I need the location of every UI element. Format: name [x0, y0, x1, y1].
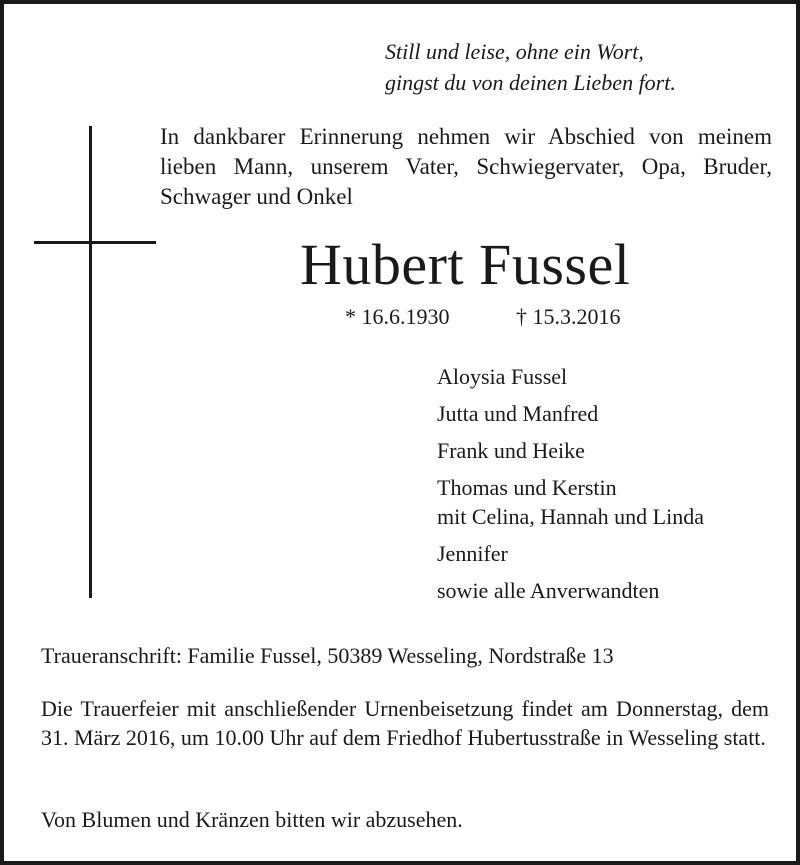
ceremony-text: Die Trauerfeier mit anschließender Urnenbeisetzung findet am Donnerstag, dem 31. März 2016, um 10.00 Uhr auf dem Friedhof Hubertusstraße in Wesseling statt. — [41, 696, 769, 750]
mourner-item — [437, 362, 704, 391]
birth-date: * 16.6.1930 — [345, 304, 450, 329]
flowers-note: Von Blumen und Kränzen bitten wir abzusehen. — [41, 807, 463, 832]
intro-text: In dankbarer Erinnerung nehmen wir Abschied von meinem lieben Mann, unserem Vater, Schwiegervater, Opa, Bruder, Schwager und Onkel — [160, 124, 772, 209]
mourner-item — [437, 473, 704, 531]
mourner-name: sowie alle Anverwandten — [437, 578, 660, 603]
death-date: † 15.3.2016 — [516, 304, 621, 329]
mourner-sub: mit Celina, Hannah und Linda — [437, 504, 704, 529]
mourner-name: Jennifer — [437, 541, 508, 566]
deceased-name: Hubert Fussel — [300, 232, 631, 297]
mourner-name: Frank und Heike — [437, 438, 585, 463]
mourning-address: Traueranschrift: Familie Fussel, 50389 Wesseling, Nordstraße 13 — [41, 643, 614, 668]
cross-vertical-bar — [89, 126, 92, 598]
mourners-list — [437, 362, 704, 613]
mourner-item — [437, 539, 704, 568]
poem-line-1: Still und leise, ohne ein Wort, — [385, 39, 644, 64]
mourner-name: Thomas und Kerstin — [437, 475, 617, 500]
poem-line-2: gingst du von deinen Lieben fort. — [385, 70, 676, 95]
mourner-item — [437, 436, 704, 465]
mourner-name: Aloysia Fussel — [437, 364, 568, 389]
mourner-name: Jutta und Manfred — [437, 401, 599, 426]
mourner-item — [437, 399, 704, 428]
mourner-item — [437, 576, 704, 605]
poem — [385, 36, 676, 98]
cross-horizontal-bar — [34, 241, 156, 244]
